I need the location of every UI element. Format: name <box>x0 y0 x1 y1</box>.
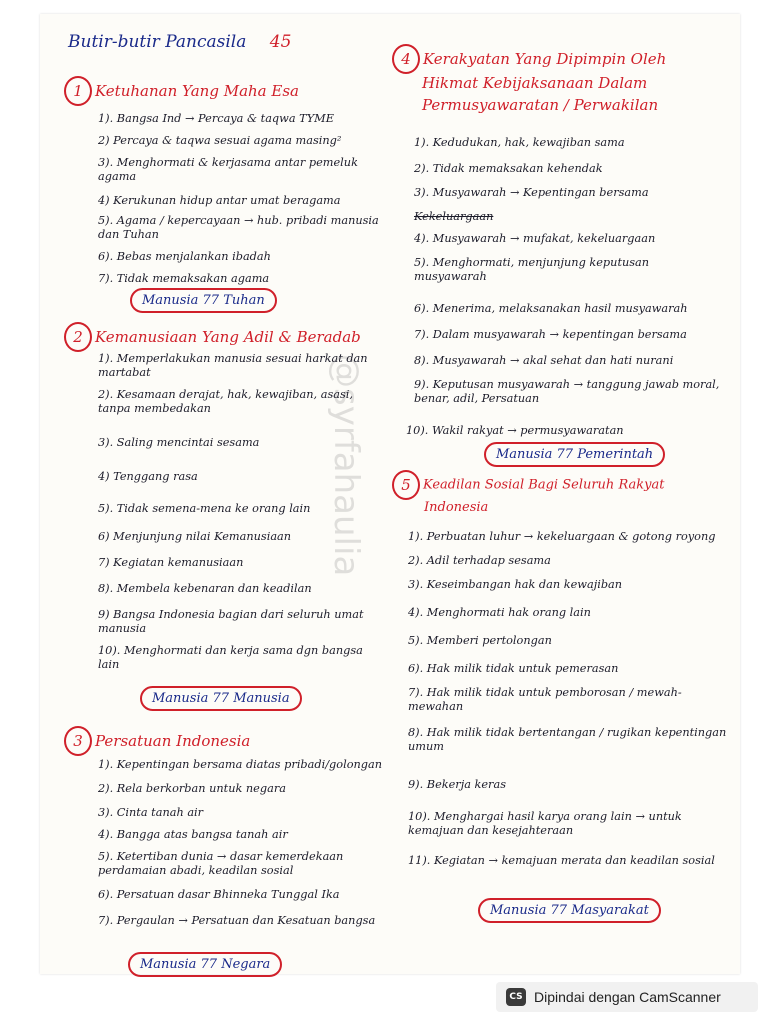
section-1-number: 1 <box>64 76 92 106</box>
s2-badge: Manusia 77 Manusia <box>140 686 302 711</box>
s3-item-5: 5). Ketertiban dunia → dasar kemerdekaan perdamaian abadi, keadilan sosial <box>98 850 344 877</box>
s1-badge: Manusia 77 Tuhan <box>130 288 277 313</box>
s1-item-4: 4) Kerukunan hidup antar umat beragama <box>98 194 341 207</box>
camscanner-logo-icon: CS <box>506 988 526 1006</box>
s4-item-8: 8). Musyawarah → akal sehat dan hati nurani <box>414 354 674 367</box>
s4-item-10: 10). Wakil rakyat → permusyawaratan <box>406 424 624 437</box>
s1-item-7: 7). Tidak memaksakan agama <box>98 272 270 285</box>
section-3-number: 3 <box>64 726 92 756</box>
s4-item-2: 2). Tidak memaksakan kehendak <box>414 162 603 175</box>
s3-item-7: 7). Pergaulan → Persatuan dan Kesatuan bangsa <box>98 914 376 927</box>
s3-badge: Manusia 77 Negara <box>128 952 282 977</box>
section-1-title: Ketuhanan Yang Maha Esa <box>95 82 299 100</box>
s2-item-2: 2). Kesamaan derajat, hak, kewajiban, asasi, tanpa membedakan <box>98 388 353 415</box>
title-mark: 45 <box>269 32 292 52</box>
section-4-title-line-2: Hikmat Kebijaksanaan Dalam <box>422 74 648 92</box>
s4-item-9: 9). Keputusan musyawarah → tanggung jawab moral, benar, adil, Persatuan <box>414 378 720 405</box>
s2-item-4: 4) Tenggang rasa <box>98 470 198 483</box>
s4-item-5: 5). Menghormati, menjunjung keputusan musyawarah <box>414 256 650 283</box>
s2-item-7: 7) Kegiatan kemanusiaan <box>98 556 244 569</box>
scanned-page <box>40 14 740 974</box>
s5-item-2: 2). Adil terhadap sesama <box>408 554 551 567</box>
camscanner-footer <box>496 982 758 1012</box>
section-5-title-line-1: Keadilan Sosial Bagi Seluruh Rakyat <box>423 477 665 493</box>
s5-item-6: 6). Hak milik tidak untuk pemerasan <box>408 662 619 675</box>
section-4-heading <box>392 44 666 74</box>
section-1-heading <box>64 76 299 106</box>
s4-badge: Manusia 77 Pemerintah <box>484 442 665 467</box>
s4-item-6: 6). Menerima, melaksanakan hasil musyawarah <box>414 302 688 315</box>
section-2-number: 2 <box>64 322 92 352</box>
s2-item-1: 1). Memperlakukan manusia sesuai harkat dan martabat <box>98 352 368 379</box>
s1-item-6: 6). Bebas menjalankan ibadah <box>98 250 271 263</box>
s5-item-11: 11). Kegiatan → kemajuan merata dan keadilan sosial <box>408 854 715 867</box>
s4-item-7: 7). Dalam musyawarah → kepentingan bersama <box>414 328 687 341</box>
section-2-title: Kemanusiaan Yang Adil & Beradab <box>95 328 361 346</box>
s5-item-4: 4). Menghormati hak orang lain <box>408 606 591 619</box>
s3-item-4: 4). Bangga atas bangsa tanah air <box>98 828 288 841</box>
watermark-text: @syrfahaulia <box>326 354 366 577</box>
section-4-title-line-1: Kerakyatan Yang Dipimpin Oleh <box>423 50 667 68</box>
s1-item-2: 2) Percaya & taqwa sesuai agama masing² <box>98 134 342 147</box>
page-title <box>68 32 291 52</box>
s4-item-4: 4). Musyawarah → mufakat, kekeluargaan <box>414 232 656 245</box>
s1-item-5: 5). Agama / kepercayaan → hub. pribadi manusia dan Tuhan <box>98 214 379 241</box>
s4-crossed-item <box>414 210 734 224</box>
camscanner-text: Dipindai dengan CamScanner <box>534 989 721 1005</box>
s1-item-3: 3). Menghormati & kerjasama antar pemeluk agama <box>98 156 358 183</box>
s2-item-5: 5). Tidak semena-mena ke orang lain <box>98 502 311 515</box>
page-title-text: Butir-butir Pancasila <box>68 32 247 52</box>
s2-item-9: 9) Bangsa Indonesia bagian dari seluruh umat manusia <box>98 608 364 635</box>
s2-item-6: 6) Menjunjung nilai Kemanusiaan <box>98 530 292 543</box>
s4-crossed-text: Kekeluargaan <box>414 210 494 223</box>
section-5-heading <box>392 470 664 500</box>
s4-item-3: 3). Musyawarah → Kepentingan bersama <box>414 186 649 199</box>
s5-item-3: 3). Keseimbangan hak dan kewajiban <box>408 578 623 591</box>
s2-item-10: 10). Menghormati dan kerja sama dgn bangsa lain <box>98 644 363 671</box>
s3-item-1: 1). Kepentingan bersama diatas pribadi/golongan <box>98 758 383 771</box>
s3-item-6: 6). Persatuan dasar Bhinneka Tunggal Ika <box>98 888 340 901</box>
section-3-title: Persatuan Indonesia <box>95 732 251 750</box>
section-3-heading <box>64 726 250 756</box>
section-5-title-line-2: Indonesia <box>424 500 489 515</box>
s4-item-1: 1). Kedudukan, hak, kewajiban sama <box>414 136 625 149</box>
s5-item-5: 5). Memberi pertolongan <box>408 634 552 647</box>
section-5-number: 5 <box>392 470 420 500</box>
s5-badge: Manusia 77 Masyarakat <box>478 898 661 923</box>
s5-item-10: 10). Menghargai hasil karya orang lain → untuk kemajuan dan kesejahteraan <box>408 810 682 837</box>
section-4-title-line-3: Permusyawaratan / Perwakilan <box>422 96 659 114</box>
section-4-number: 4 <box>392 44 420 74</box>
s5-item-9: 9). Bekerja keras <box>408 778 506 791</box>
s3-item-3: 3). Cinta tanah air <box>98 806 204 819</box>
s5-item-8: 8). Hak milik tidak bertentangan / rugikan kepentingan umum <box>408 726 727 753</box>
s3-item-2: 2). Rela berkorban untuk negara <box>98 782 286 795</box>
section-2-heading <box>64 322 361 352</box>
s2-item-8: 8). Membela kebenaran dan keadilan <box>98 582 312 595</box>
s1-item-1: 1). Bangsa Ind → Percaya & taqwa TYME <box>98 112 334 125</box>
s5-item-7: 7). Hak milik tidak untuk pemborosan / mewah-mewahan <box>408 686 682 713</box>
s5-item-1: 1). Perbuatan luhur → kekeluargaan & gotong royong <box>408 530 716 543</box>
s2-item-3: 3). Saling mencintai sesama <box>98 436 260 449</box>
